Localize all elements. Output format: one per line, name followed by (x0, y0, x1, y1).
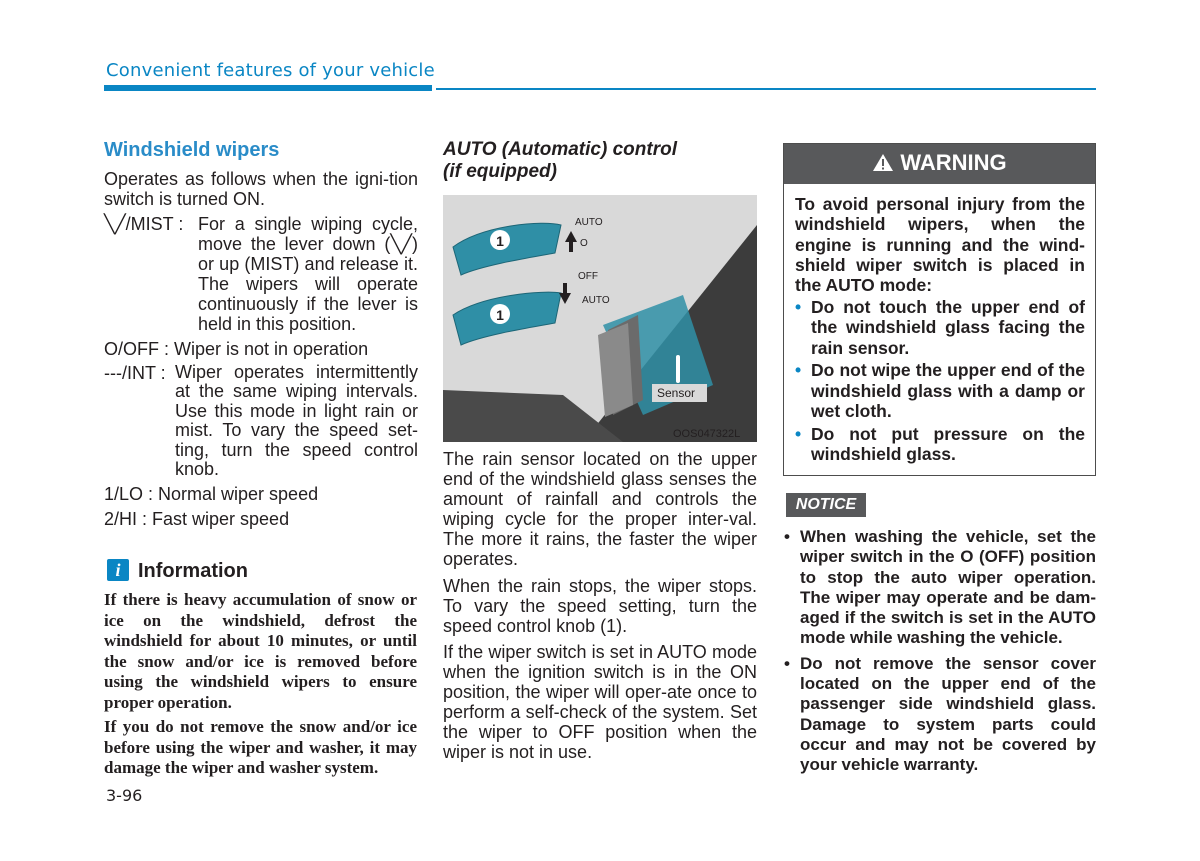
int-description: Wiper operates intermittently at the same wiping intervals. Use this mode in light rain or mist. To vary the speed set-ting, turn the speed control knob. (175, 362, 418, 480)
upper-lever-shape (453, 223, 561, 275)
warning-bullet-text: Do not touch the upper end of the windshield glass facing the rain sensor. (811, 297, 1085, 358)
information-title: Information (138, 560, 248, 582)
page-number: 3-96 (106, 786, 143, 805)
wiper-lever-illustration (443, 195, 757, 442)
header-rule-thick (104, 85, 432, 91)
warning-bullet (795, 424, 1085, 465)
bullet-dot: • (795, 423, 802, 444)
auto-control-heading (443, 139, 677, 183)
wipers-intro-text: Operates as follows when the igni-tion switch is turned ON. (104, 169, 418, 209)
information-paragraph-2: If you do not remove the snow and/or ice before using the wiper and washer, it may damage the wiper and washer system. (104, 717, 417, 777)
section-header-title: Convenient features of your vehicle (106, 60, 435, 81)
label-sensor: Sensor (657, 386, 696, 400)
rain-stops-paragraph: When the rain stops, the wiper stops. To vary the speed setting, turn the speed control knob (1). (443, 576, 757, 636)
rain-sensor-paragraph: The rain sensor located on the upper end of the windshield glass senses the amount of rainfall and controls the wiping cycle for the proper inter-val. The more it rains, the faster the wiper operates. (443, 449, 757, 569)
bullet-dot: • (784, 527, 790, 546)
lower-callout-number: 1 (496, 307, 504, 323)
upper-callout-number: 1 (496, 233, 504, 249)
warning-intro: To avoid personal injury from the windshield wipers, when the engine is running and the wind-shield wiper switch is placed in the AUTO mode: (795, 194, 1085, 296)
dashboard-lower-shape (443, 390, 623, 442)
bullet-dot: • (784, 653, 790, 673)
label-auto-bottom: AUTO (582, 295, 610, 306)
notice-badge: NOTICE (786, 493, 866, 517)
bullet-dot: • (795, 297, 802, 317)
hi-mode-line: 2/HI : Fast wiper speed (104, 509, 290, 529)
windshield-wipers-heading: Windshield wipers (104, 139, 280, 161)
off-mode-line: O/OFF : Wiper is not in operation (104, 339, 369, 359)
auto-control-heading-line1: AUTO (Automatic) control (443, 139, 677, 160)
notice-bullet-list (784, 527, 1096, 778)
notice-bullet-text: When washing the vehicle, set the wiper switch in the O (OFF) position to stop the auto wiper operation. The wiper may operate and be dam-aged if the switch is set in the AUTO mode while washing the vehicle. (800, 527, 1096, 648)
warning-bullet-text: Do not wipe the upper end of the windshield glass with a damp or wet cloth. (811, 360, 1085, 421)
label-o: O (580, 238, 588, 249)
bullet-dot: • (795, 360, 802, 381)
arrow-up-icon (565, 231, 577, 242)
warning-bullet-text: Do not put pressure on the windshield glass. (811, 423, 1085, 465)
auto-control-heading-line2: (if equipped) (443, 161, 557, 182)
figure-code: OOS047322L (673, 428, 741, 440)
notice-bullet (784, 654, 1096, 776)
sensor-housing-shape (598, 323, 633, 417)
lo-mode-line: 1/LO : Normal wiper speed (104, 484, 319, 504)
auto-mode-paragraph: If the wiper switch is set in AUTO mode when the ignition switch is in the ON position, the wiper will oper-ate once to perform a self-check of the system. Set the wiper to OFF position when the wiper is not in use. (443, 642, 757, 762)
notice-bullet (784, 527, 1096, 649)
information-icon: i (107, 559, 129, 581)
warning-bullet (795, 360, 1085, 421)
warning-bullet (795, 297, 1085, 358)
warning-header (784, 144, 1095, 184)
header-rule-thin (436, 88, 1096, 90)
arrow-down-icon (559, 293, 571, 304)
wiper-lever-drawing (443, 195, 757, 442)
arrow-up-shaft (569, 242, 573, 252)
label-off: OFF (578, 271, 598, 282)
arrow-down-shaft (563, 283, 567, 293)
warning-triangle-icon (872, 153, 894, 172)
mist-description: For a single wiping cycle, move the lever down (╲╱) or up (MIST) and release it. The wipers will operate continuously if the lever is held in this position. (198, 214, 418, 334)
mist-term: ╲╱/MIST : (104, 214, 184, 234)
warning-bullet-list (795, 297, 1085, 467)
sensor-pointer-line (676, 355, 680, 383)
warning-label: WARNING (900, 150, 1007, 175)
information-paragraph-1: If there is heavy accumulation of snow or ice on the windshield, defrost the windshield for about 10 minutes, or until the snow and/or ice is removed before using the windshield wipers to ensure proper operation. (104, 590, 417, 712)
notice-bullet-text: Do not remove the sensor cover located on the upper end of the passenger side windshield glass. Damage to system parts could occur and may not be covered by your vehicle warranty. (800, 653, 1096, 775)
label-auto-top: AUTO (575, 217, 603, 228)
int-term: ---/INT : (104, 363, 166, 383)
